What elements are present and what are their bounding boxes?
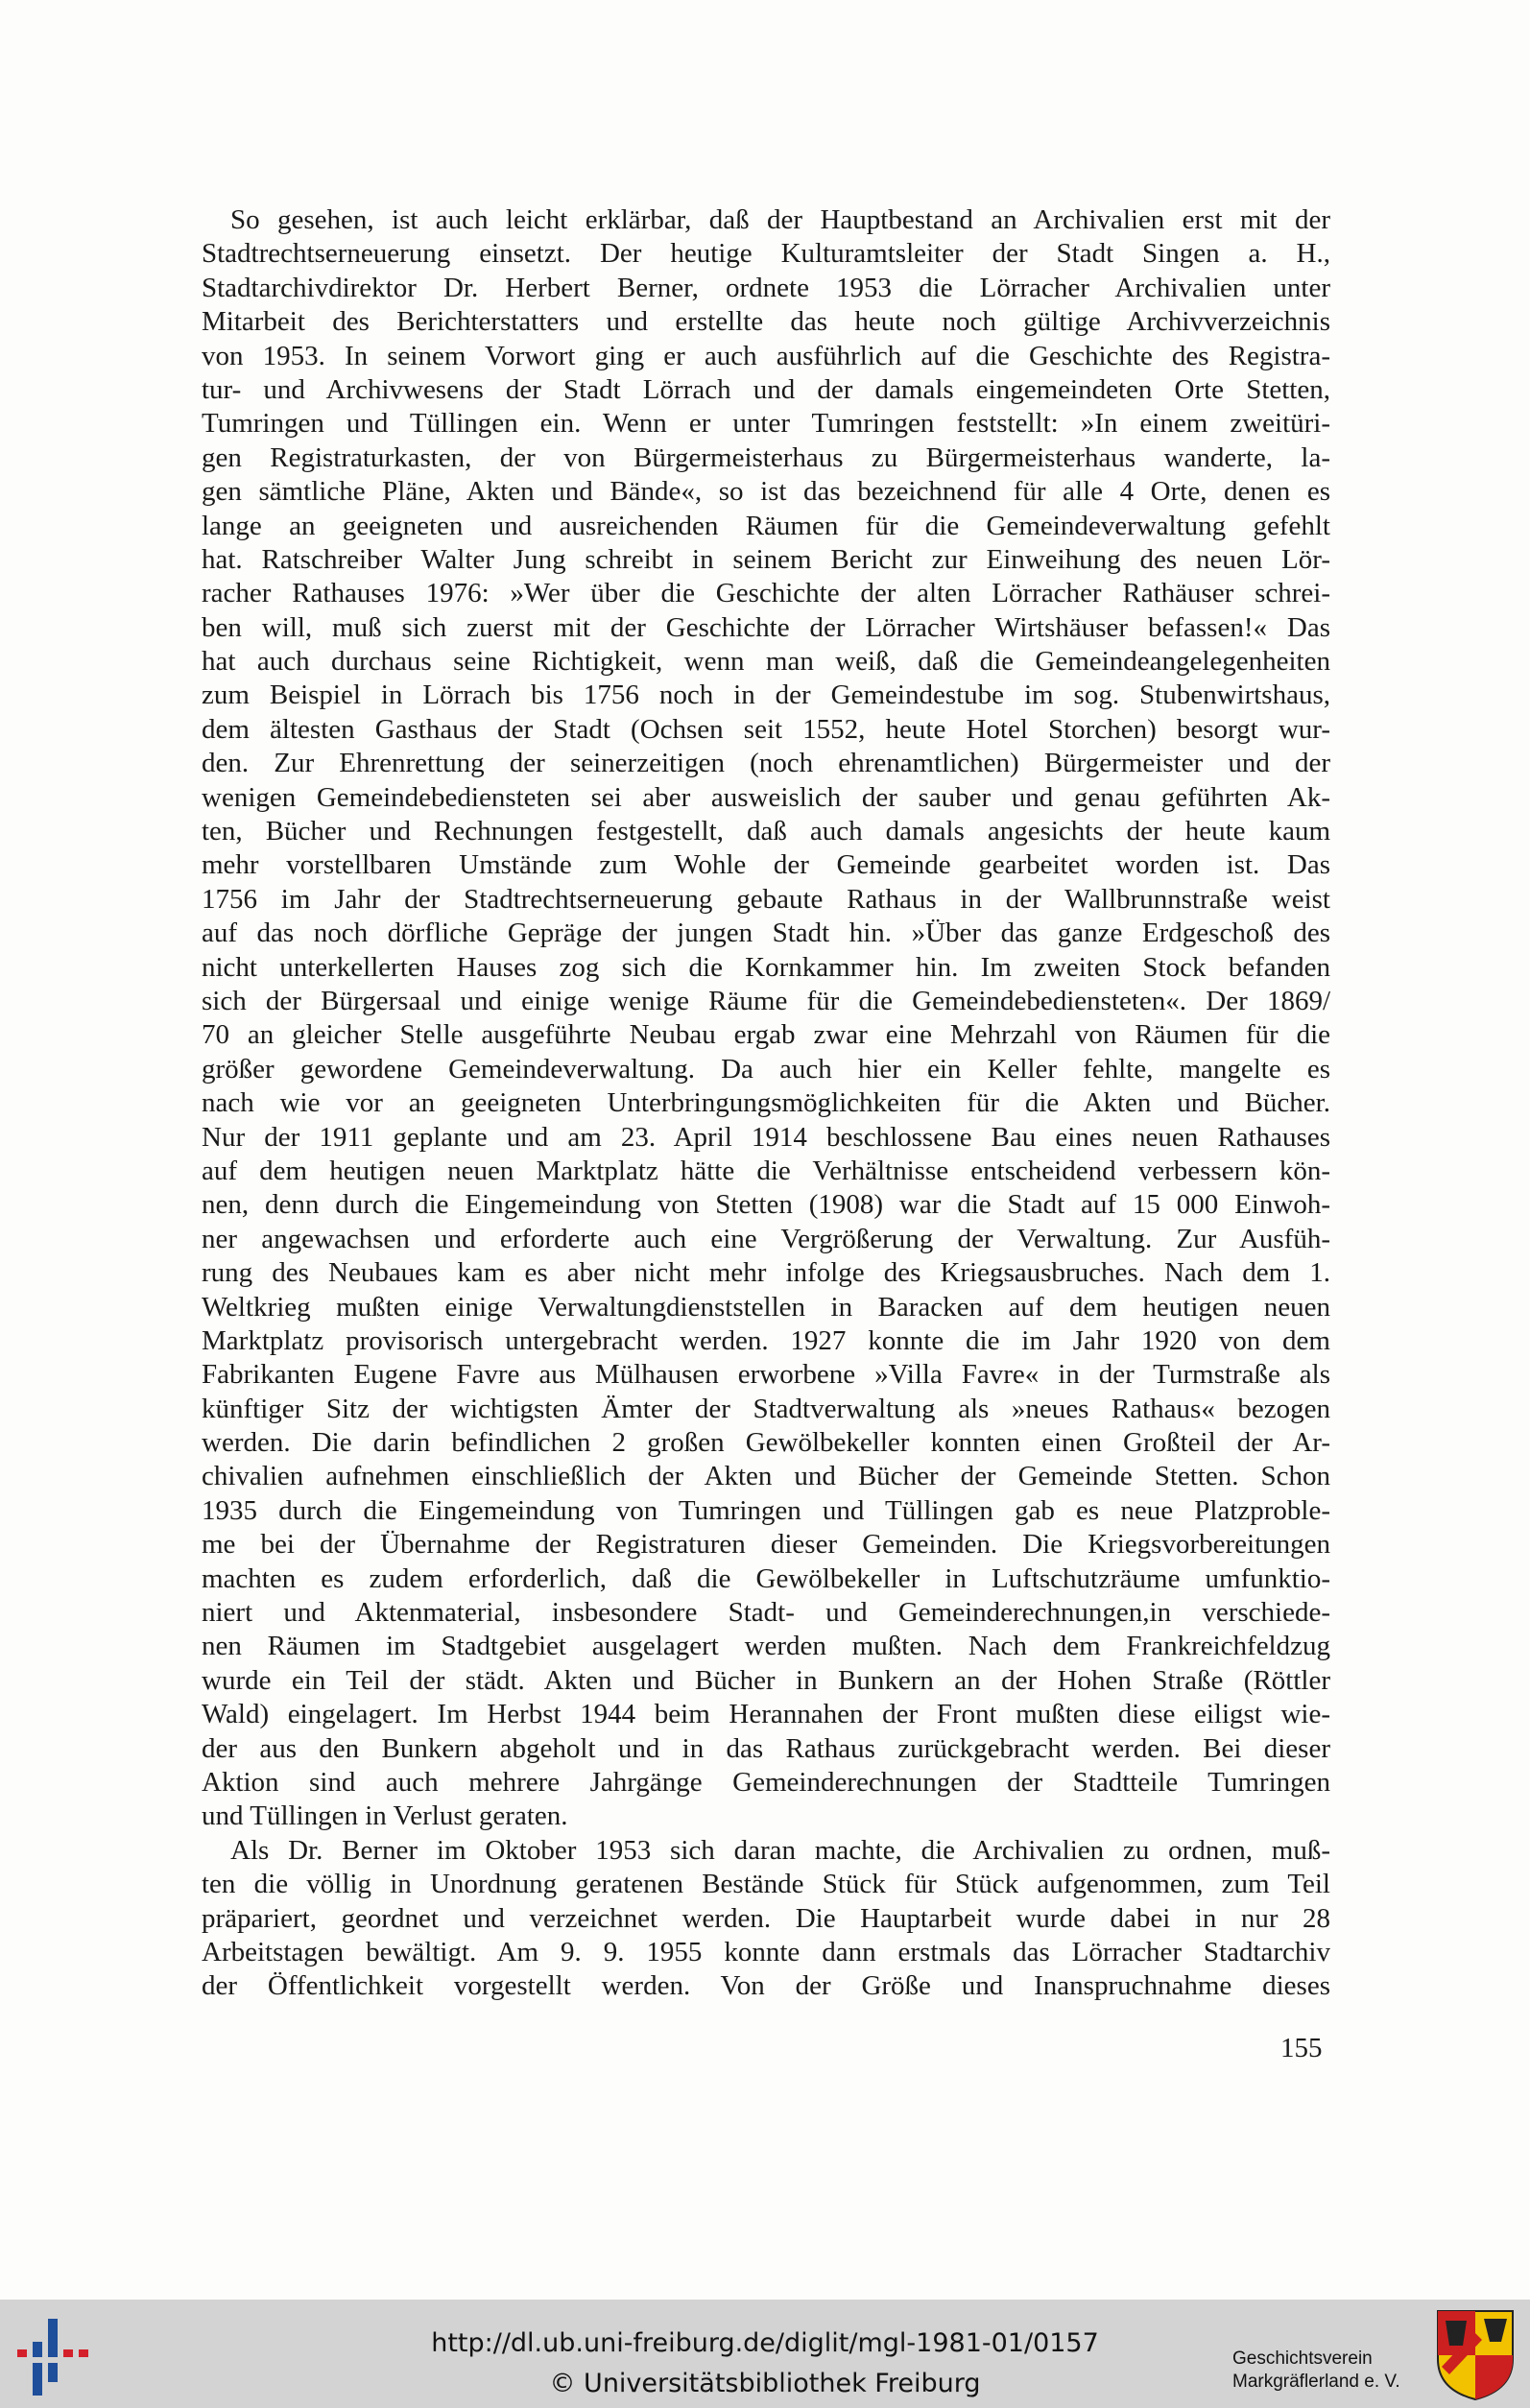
text-line: gen sämtliche Pläne, Akten und Bände«, so ist das bezeichnend für alle 4 Orte, denen es: [202, 476, 1330, 508]
text-line: niert und Aktenmaterial, insbesondere Stadt- und Gemeinderechnungen,in verschiede-: [202, 1597, 1330, 1629]
text-line: 1935 durch die Eingemeindung von Tumringen und Tüllingen gab es neue Platzproble-: [202, 1494, 1330, 1526]
text-line: auf das noch dörfliche Gepräge der jungen Stadt hin. »Über das ganze Erdgeschoß des: [202, 918, 1330, 949]
society-line-2: Markgräflerland e. V.: [1232, 2372, 1400, 2392]
text-line: den. Zur Ehrenrettung der seinerzeitigen (noch ehrenamtlichen) Bürgermeister und der: [202, 748, 1330, 779]
footer-bar: [0, 2300, 1530, 2408]
text-line: Weltkrieg mußten einige Verwaltungdienststellen in Baracken auf dem heutigen neuen: [202, 1291, 1330, 1323]
text-line: Als Dr. Berner im Oktober 1953 sich daran machte, die Archivalien zu ordnen, muß-: [230, 1834, 1330, 1866]
text-line: Nur der 1911 geplante und am 23. April 1914 beschlossene Bau eines neuen Rathauses: [202, 1121, 1330, 1153]
footer-url-link[interactable]: http://dl.ub.uni-freiburg.de/diglit/mgl-1981-01/0157: [431, 2328, 1099, 2358]
text-line: Wald) eingelagert. Im Herbst 1944 beim Herannahen der Front mußten diese eiligst wie-: [202, 1699, 1330, 1730]
text-line: hat. Ratschreiber Walter Jung schreibt in seinem Bericht zur Einweihung des neuen Lör-: [202, 543, 1330, 575]
text-line: machten es zudem erforderlich, daß die Gewölbekeller in Luftschutzräume umfunktio-: [202, 1562, 1330, 1594]
article-body: [202, 203, 1330, 2004]
text-line: sich der Bürgersaal und einige wenige Räume für die Gemeindebediensteten«. Der 1869/: [202, 985, 1330, 1016]
text-line: auf dem heutigen neuen Marktplatz hätte die Verhältnisse entscheidend verbessern kön-: [202, 1155, 1330, 1186]
text-line: wurde ein Teil der städt. Akten und Bücher in Bunkern an der Hohen Straße (Röttler: [202, 1664, 1330, 1696]
text-line: ben will, muß sich zuerst mit der Geschichte der Lörracher Wirtshäuser befassen!« Das: [202, 611, 1330, 643]
text-line: Marktplatz provisorisch untergebracht werden. 1927 konnte die im Jahr 1920 von dem: [202, 1324, 1330, 1356]
text-line: werden. Die darin befindlichen 2 großen Gewölbekeller konnten einen Großteil der Ar-: [202, 1427, 1330, 1459]
text-line: Stadtarchivdirektor Dr. Herbert Berner, ordnete 1953 die Lörracher Archivalien unter: [202, 272, 1330, 303]
footer-copyright: © Universitätsbibliothek Freiburg: [549, 2369, 981, 2398]
text-line: 1756 im Jahr der Stadtrechtserneuerung gebaute Rathaus in der Wallbrunnstraße weist: [202, 883, 1330, 915]
coat-of-arms-icon: [1436, 2309, 1515, 2401]
text-line: rung des Neubaues kam es aber nicht mehr infolge des Kriegsausbruches. Nach dem 1.: [202, 1257, 1330, 1289]
text-line: Arbeitstagen bewältigt. Am 9. 9. 1955 konnte dann erstmals das Lörracher Stadtarchiv: [202, 1936, 1330, 1967]
text-line: und Tüllingen in Verlust geraten.: [202, 1800, 568, 1832]
text-line: Aktion sind auch mehrere Jahrgänge Gemeinderechnungen der Stadtteile Tumringen: [202, 1766, 1330, 1798]
text-line: größer gewordene Gemeindeverwaltung. Da auch hier ein Keller fehlte, mangelte es: [202, 1053, 1330, 1085]
text-line: 70 an gleicher Stelle ausgeführte Neubau ergab zwar eine Mehrzahl von Räumen für die: [202, 1019, 1330, 1051]
text-line: Mitarbeit des Berichterstatters und erstellte das heute noch gültige Archivverzeichnis: [202, 306, 1330, 338]
text-line: nen, denn durch die Eingemeindung von Stetten (1908) war die Stadt auf 15 000 Einwoh-: [202, 1189, 1330, 1221]
text-line: nach wie vor an geeigneten Unterbringungsmöglichkeiten für die Akten und Bücher.: [202, 1087, 1330, 1119]
text-line: ner angewachsen und erforderte auch eine Vergrößerung der Verwaltung. Zur Ausfüh-: [202, 1223, 1330, 1254]
text-line: von 1953. In seinem Vorwort ging er auch ausführlich auf die Geschichte des Registra-: [202, 340, 1330, 371]
text-line: So gesehen, ist auch leicht erklärbar, daß der Hauptbestand an Archivalien erst mit der: [230, 204, 1330, 235]
text-line: der Öffentlichkeit vorgestellt werden. Von der Größe und Inanspruchnahme dieses: [202, 1970, 1330, 2002]
text-line: hat auch durchaus seine Richtigkeit, wenn man weiß, daß die Gemeindeangelegenheiten: [202, 646, 1330, 678]
text-line: mehr vorstellbaren Umstände zum Wohle der Gemeinde gearbeitet worden ist. Das: [202, 849, 1330, 881]
text-line: gen Registraturkasten, der von Bürgermeisterhaus zu Bürgermeisterhaus wanderte, la-: [202, 441, 1330, 473]
text-line: ten die völlig in Unordnung geratenen Bestände Stück für Stück aufgenommen, zum Teil: [202, 1869, 1330, 1900]
text-line: lange an geeigneten und ausreichenden Räumen für die Gemeindeverwaltung gefehlt: [202, 510, 1330, 541]
text-line: präpariert, geordnet und verzeichnet werden. Die Hauptarbeit wurde dabei in nur 28: [202, 1902, 1330, 1934]
text-line: Tumringen und Tüllingen ein. Wenn er unter Tumringen feststellt: »In einem zweitüri-: [202, 408, 1330, 440]
text-line: Fabrikanten Eugene Favre aus Mülhausen erworbene »Villa Favre« in der Turmstraße als: [202, 1359, 1330, 1391]
society-name: [1232, 2348, 1444, 2394]
text-line: me bei der Übernahme der Registraturen dieser Gemeinden. Die Kriegsvorbereitungen: [202, 1529, 1330, 1561]
text-line: dem ältesten Gasthaus der Stadt (Ochsen seit 1552, heute Hotel Storchen) besorgt wur-: [202, 713, 1330, 745]
text-line: nen Räumen im Stadtgebiet ausgelagert werden mußten. Nach dem Frankreichfeldzug: [202, 1631, 1330, 1662]
text-line: ten, Bücher und Rechnungen festgestellt, daß auch damals angesichts der heute kaum: [202, 816, 1330, 847]
text-line: Stadtrechtserneuerung einsetzt. Der heutige Kulturamtsleiter der Stadt Singen a. H.,: [202, 238, 1330, 270]
text-line: nicht unterkellerten Hauses zog sich die Kornkammer hin. Im zweiten Stock befanden: [202, 951, 1330, 983]
page-number: 155: [1280, 2033, 1323, 2063]
text-line: zum Beispiel in Lörrach bis 1756 noch in der Gemeindestube im sog. Stubenwirtshaus,: [202, 679, 1330, 711]
society-line-1: Geschichtsverein: [1232, 2348, 1373, 2369]
text-line: künftiger Sitz der wichtigsten Ämter der Stadtverwaltung als »neues Rathaus« bezogen: [202, 1393, 1330, 1424]
text-line: wenigen Gemeindebediensteten sei aber ausweislich der sauber und genau geführten Ak-: [202, 781, 1330, 813]
text-line: racher Rathauses 1976: »Wer über die Geschichte der alten Lörracher Rathäuser schrei-: [202, 578, 1330, 609]
text-line: tur- und Archivwesens der Stadt Lörrach und der damals eingemeindeten Orte Stetten,: [202, 373, 1330, 405]
text-line: chivalien aufnehmen einschließlich der Akten und Bücher der Gemeinde Stetten. Schon: [202, 1461, 1330, 1492]
text-line: der aus den Bunkern abgeholt und in das Rathaus zurückgebracht werden. Bei dieser: [202, 1732, 1330, 1764]
